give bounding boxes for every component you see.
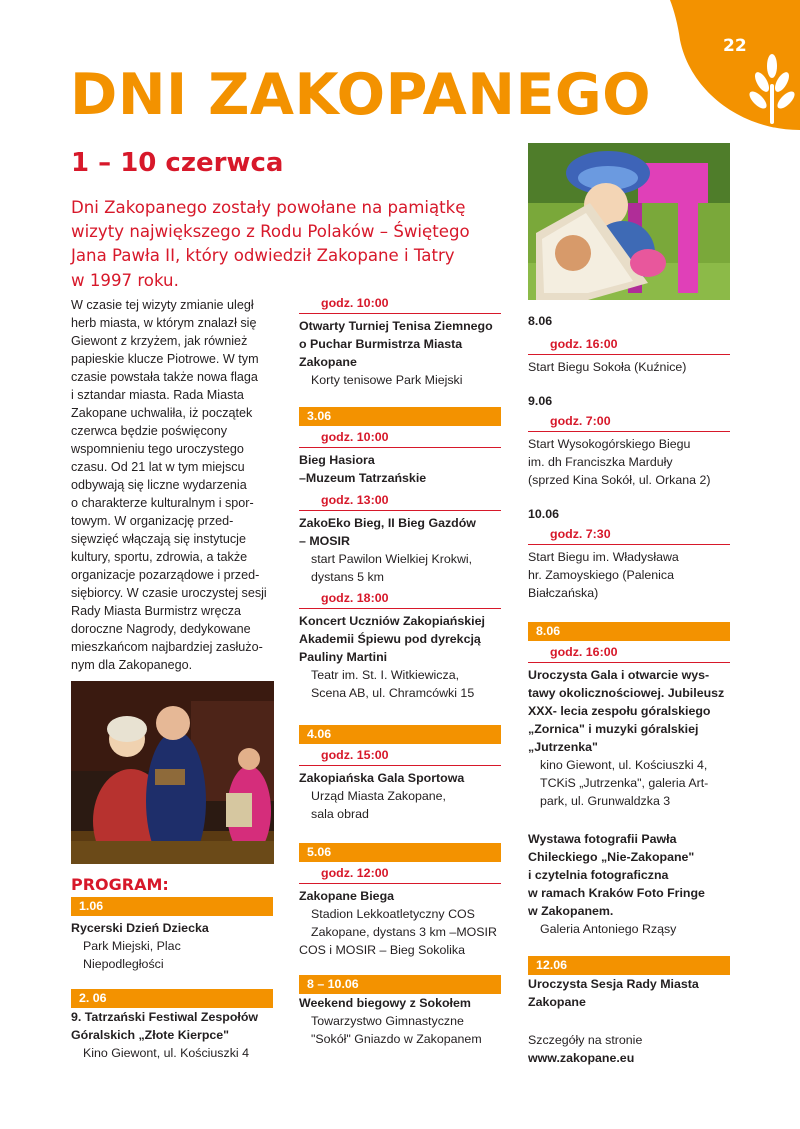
- event-title-line: Uroczysta Sesja Rady Miasta: [528, 977, 699, 991]
- program-column-3: [528, 312, 730, 1067]
- intro-line: odbywają się liczne wydarzenia: [71, 478, 247, 492]
- event-time: godz. 18:00: [299, 589, 501, 609]
- event-title-line: Rycerski Dzień Dziecka: [71, 921, 209, 935]
- intro-line: doroczne Nagrody, dedykowane: [71, 622, 251, 636]
- intro-line: czasie powstała także nowa flaga: [71, 370, 258, 384]
- day-bar: 5.06: [299, 843, 501, 862]
- page-number: 22: [723, 36, 747, 56]
- event-time: godz. 13:00: [299, 491, 501, 511]
- event-venue: [299, 1012, 501, 1048]
- description-line: hr. Zamoyskiego (Palenica: [528, 568, 675, 582]
- event-title-line: „Jutrzenka": [528, 740, 598, 754]
- event-venue: [528, 920, 730, 938]
- intro-line: czasu. Od 21 lat w tym miejscu: [71, 460, 245, 474]
- intro-line: organizacje pozarządowe i przed-: [71, 568, 260, 582]
- event-title-line: Bieg Hasiora: [299, 453, 375, 467]
- event-title: [299, 612, 501, 666]
- intro-line: towym. W organizację przed-: [71, 514, 234, 528]
- event-title-line: Zakopiańska Gala Sportowa: [299, 771, 465, 785]
- venue-line: COS i MOSIR – Bieg Sokolika: [299, 943, 465, 957]
- intro-line: i sztandar miasta. Rada Miasta: [71, 388, 244, 402]
- venue-line: Kino Giewont, ul. Kościuszki 4: [83, 1046, 249, 1060]
- intro-line: siębiorcy. W czasie uroczystej sesji: [71, 586, 267, 600]
- day-bar: 2. 06: [71, 989, 273, 1008]
- event-title-line: w Zakopanem.: [528, 904, 614, 918]
- event-time: godz. 16:00: [528, 643, 730, 663]
- corner-decoration: [670, 0, 800, 130]
- website-link[interactable]: www.zakopane.eu: [528, 1051, 635, 1065]
- program-column-1: [71, 876, 273, 1062]
- day-bar: 12.06: [528, 956, 730, 975]
- venue-line: kino Giewont, ul. Kościuszki 4,: [540, 758, 708, 772]
- lead-line: Jana Pawła II, który odwiedził Zakopane i Tatry: [71, 246, 455, 266]
- event-description: [528, 435, 730, 489]
- event-venue: [299, 905, 501, 941]
- venue-line: Stadion Lekkoatletyczny COS: [311, 907, 475, 921]
- event-venue: [299, 550, 501, 586]
- day-label: 9.06: [528, 394, 553, 408]
- event-title-line: o Puchar Burmistrza Miasta: [299, 337, 463, 351]
- event-title-line: XXX- lecia zespołu góralskiego: [528, 704, 711, 718]
- child-photo: [528, 143, 730, 300]
- intro-line: W czasie tej wizyty zmianie uległ: [71, 298, 254, 312]
- event-title: [71, 1008, 273, 1044]
- event-time: godz. 7:30: [528, 525, 730, 545]
- event-title-line: „Zornica" i muzyki góralskiej: [528, 722, 699, 736]
- venue-line: Teatr im. St. I. Witkiewicza,: [311, 668, 460, 682]
- lead-line: wizyty największego z Rodu Polaków – Świętego: [71, 222, 470, 242]
- lead-line: Dni Zakopanego zostały powołane na pamiątkę: [71, 198, 466, 217]
- event-description: [528, 548, 730, 602]
- description-line: (sprzed Kina Sokół, ul. Orkana 2): [528, 473, 711, 487]
- date-range: 1 – 10 czerwca: [71, 148, 284, 178]
- intro-line: Rady Miasta Burmistrz wręcza: [71, 604, 242, 618]
- intro-line: Zakopane uchwaliła, iż początek: [71, 406, 253, 420]
- event-title: [299, 514, 501, 550]
- venue-line: Niepodległości: [83, 957, 164, 971]
- intro-paragraph: [71, 296, 276, 674]
- event-title: [528, 975, 730, 1011]
- description-line: Start Wysokogórskiego Biegu: [528, 437, 691, 451]
- event-time: godz. 10:00: [299, 428, 501, 448]
- event-title-line: Uroczysta Gala i otwarcie wys-: [528, 668, 710, 682]
- event-title: [528, 666, 730, 756]
- venue-line: Urząd Miasta Zakopane,: [311, 789, 446, 803]
- event-venue: [299, 371, 501, 389]
- day-bar: 4.06: [299, 725, 501, 744]
- event-title-line: Pauliny Martini: [299, 650, 388, 664]
- event-time: godz. 15:00: [299, 746, 501, 766]
- intro-line: nym dla Zakopanego.: [71, 658, 193, 672]
- event-title: [71, 919, 273, 937]
- ceremony-photo: [71, 681, 274, 864]
- intro-line: Giewont z krzyżem, jak również: [71, 334, 248, 348]
- event-title-line: 9. Tatrzański Festiwal Zespołów: [71, 1010, 259, 1024]
- program-heading: PROGRAM:: [71, 875, 169, 894]
- event-title-line: Góralskich „Złote Kierpce": [71, 1028, 230, 1042]
- event-venue: [528, 756, 730, 810]
- venue-line: park, ul. Grunwaldzka 3: [540, 794, 671, 808]
- day-bar: 8 – 10.06: [299, 975, 501, 994]
- event-title: [299, 451, 501, 487]
- intro-line: czerwca będzie poświęcony: [71, 424, 228, 438]
- event-title-line: Otwarty Turniej Tenisa Ziemnego: [299, 319, 493, 333]
- venue-line: Scena AB, ul. Chramcówki 15: [311, 686, 475, 700]
- event-title-line: Zakopane: [299, 355, 357, 369]
- intro-line: papieskie klucze Piotrowe. W tym: [71, 352, 259, 366]
- event-time: godz. 10:00: [299, 294, 501, 314]
- more-info-text: Szczegóły na stronie: [528, 1033, 643, 1047]
- day-bar: 1.06: [71, 897, 273, 916]
- venue-line: dystans 5 km: [311, 570, 384, 584]
- event-title-line: Akademii Śpiewu pod dyrekcją: [299, 632, 481, 646]
- description-line: Start Biegu Sokoła (Kuźnice): [528, 360, 687, 374]
- venue-line: Zakopane, dystans 3 km –MOSIR: [311, 925, 497, 939]
- description-line: Białczańska): [528, 586, 599, 600]
- event-title-line: Chileckiego „Nie-Zakopane": [528, 850, 695, 864]
- intro-line: wspomnieniu tego uroczystego: [71, 442, 244, 456]
- lead-paragraph: [71, 196, 511, 293]
- event-venue: [71, 937, 273, 973]
- day-bar: 3.06: [299, 407, 501, 426]
- event-title: [299, 317, 501, 371]
- event-venue: [71, 1044, 273, 1062]
- event-title-line: – MOSIR: [299, 534, 350, 548]
- venue-line: TCKiS „Jutrzenka", galeria Art-: [540, 776, 709, 790]
- event-title: [299, 769, 501, 787]
- event-title: [528, 830, 730, 920]
- event-title-line: Koncert Uczniów Zakopiańskiej: [299, 614, 485, 628]
- program-column-2: [299, 294, 501, 1048]
- event-title-line: –Muzeum Tatrzańskie: [299, 471, 427, 485]
- event-title-line: Wystawa fotografii Pawła: [528, 832, 677, 846]
- venue-line: Park Miejski, Plac: [83, 939, 181, 953]
- venue-line: Towarzystwo Gimnastyczne: [311, 1014, 464, 1028]
- event-venue: [299, 787, 501, 823]
- event-title-line: tawy okolicznościowej. Jubileusz: [528, 686, 725, 700]
- venue-line: "Sokół" Gniazdo w Zakopanem: [311, 1032, 482, 1046]
- intro-line: o charakterze kulturalnym i spor-: [71, 496, 254, 510]
- event-title-line: w ramach Kraków Foto Fringe: [528, 886, 705, 900]
- event-title-line: Zakopane: [528, 995, 586, 1009]
- intro-line: mieszkańcom najbardziej zasłużo-: [71, 640, 263, 654]
- event-venue: [299, 941, 501, 959]
- event-title-line: Zakopane Biega: [299, 889, 395, 903]
- lead-line: w 1997 roku.: [71, 270, 179, 290]
- intro-line: kultury, sportu, zdrowia, a także: [71, 550, 248, 564]
- event-title-line: Weekend biegowy z Sokołem: [299, 996, 471, 1010]
- day-label: 8.06: [528, 314, 553, 328]
- event-venue: [299, 666, 501, 702]
- venue-line: Galeria Antoniego Rząsy: [540, 922, 677, 936]
- page-title: DNI ZAKOPANEGO: [70, 62, 652, 128]
- event-title-line: i czytelnia fotograficzna: [528, 868, 669, 882]
- event-title: [299, 887, 501, 905]
- day-bar: 8.06: [528, 622, 730, 641]
- event-time: godz. 16:00: [528, 335, 730, 355]
- event-description: [528, 358, 730, 376]
- event-time: godz. 12:00: [299, 864, 501, 884]
- description-line: Start Biegu im. Władysława: [528, 550, 679, 564]
- venue-line: Korty tenisowe Park Miejski: [311, 373, 463, 387]
- event-title-line: ZakoEko Bieg, II Bieg Gazdów: [299, 516, 476, 530]
- venue-line: start Pawilon Wielkiej Krokwi,: [311, 552, 473, 566]
- venue-line: sala obrad: [311, 807, 369, 821]
- event-time: godz. 7:00: [528, 412, 730, 432]
- intro-line: sięwzięć włączają się instytucje: [71, 532, 246, 546]
- description-line: im. dh Franciszka Marduły: [528, 455, 673, 469]
- event-title: [299, 994, 501, 1012]
- intro-line: herb miasta, w którym znalazł się: [71, 316, 257, 330]
- day-label: 10.06: [528, 507, 560, 521]
